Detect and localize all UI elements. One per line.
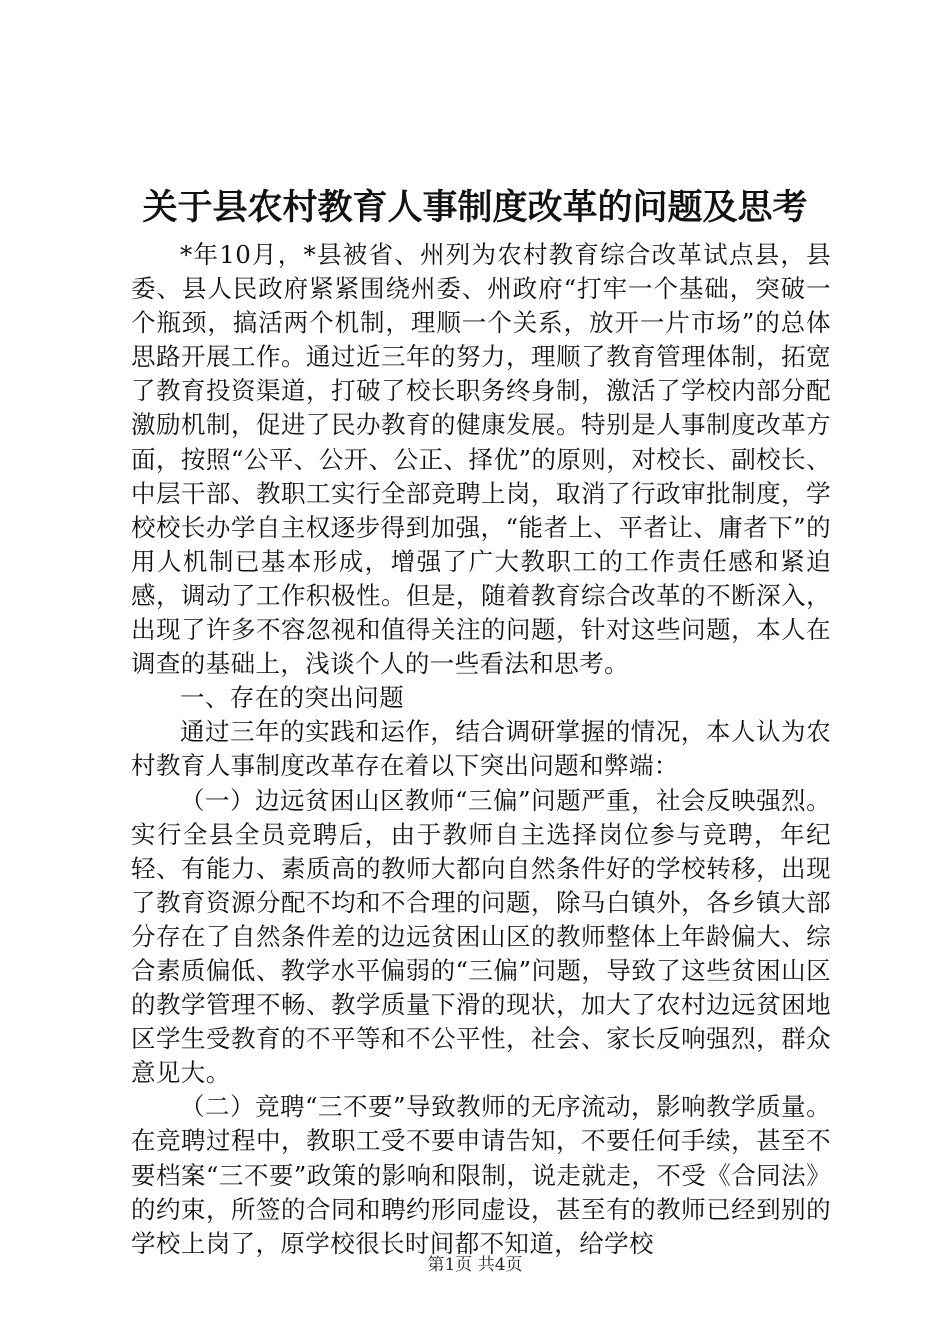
paragraph-intro: *年10月，*县被省、州列为农村教育综合改革试点县，县委、县人民政府紧紧围绕州委、州政府“打牢一个基础，突破一个瓶颈，搞活两个机制，理顺一个关系，放开一片市场”的总体思路开展工作。通过近三年的努力，理顺了教育管理体制，拓宽了教育投资渠道，打破了校长职务终身制，激活了学校内部分配激励机制，促进了民办教育的健康发展。特别是人事制度改革方面，按照“公平、公开、公正、择优”的原则，对校长、副校长、中层干部、教职工实行全部竞聘上岗，取消了行政审批制度，学校校长办学自主权逐步得到加强，“能者上、平者让、庸者下”的用人机制已基本形成，增强了广大教职工的工作责任感和紧迫感，调动了工作积极性。但是，随着教育综合改革的不断深入，出现了许多不容忽视和值得关注的问题，针对这些问题，本人在调查的基础上，浅谈个人的一些看法和思考。 [131, 240, 831, 679]
section-heading: 一、存在的突出问题 [180, 683, 405, 713]
paragraph-overview: 通过三年的实践和运作，结合调研掌握的情况，本人认为农村教育人事制度改革存在着以下突出问题和弊端： [131, 717, 831, 781]
paragraph-issue-2: （二）竞聘“三不要”导致教师的无序流动，影响教学质量。在竞聘过程中，教职工受不要申请告知，不要任何手续，甚至不要档案“三不要”政策的影响和限制，说走就走，不受《合同法》的约束，所签的合同和聘约形同虚设，甚至有的教师已经到别的学校上岗了，原学校很长时间都不知道，给学校 [131, 1092, 831, 1258]
document-title: 关于县农村教育人事制度改革的问题及思考 [142, 187, 808, 228]
document-body [131, 238, 831, 1261]
paragraph-issue-1: （一）边远贫困山区教师“三偏”问题严重，社会反映强烈。实行全县全员竞聘后，由于教师自主选择岗位参与竞聘，年纪轻、有能力、素质高的教师大都向自然条件好的学校转移，出现了教育资源分配不均和不合理的问题，除马白镇外，各乡镇大部分存在了自然条件差的边远贫困山区的教师整体上年龄偏大、综合素质偏低、教学水平偏弱的“三偏”问题，导致了这些贫困山区的教学管理不畅、教学质量下滑的现状，加大了农村边远贫困地区学生受教育的不平等和不公平性，社会、家长反响强烈，群众意见大。 [131, 785, 831, 1088]
page-footer: 第1页 共4页 [427, 1255, 523, 1275]
